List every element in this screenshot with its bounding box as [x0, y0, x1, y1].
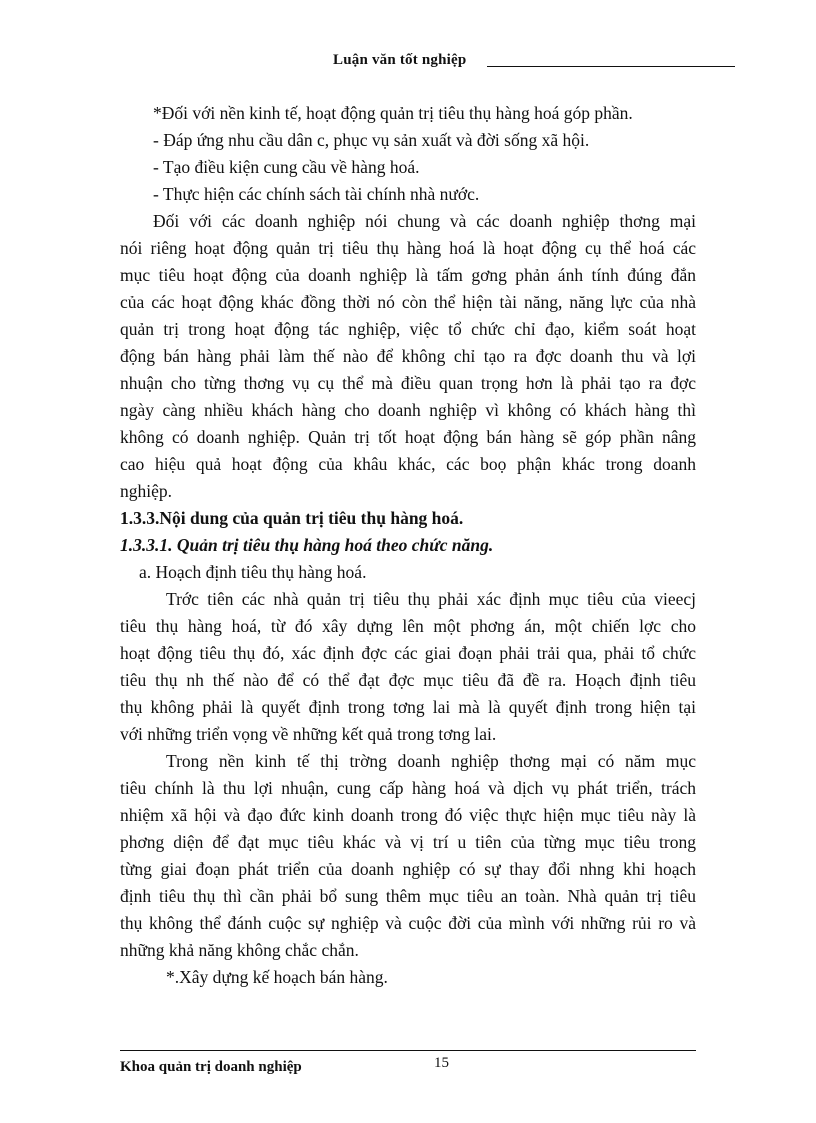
- text-line: Trong nền kinh tế thị trờng doanh nghiệp thơng mại có năm mục: [166, 751, 696, 771]
- header-title: Luận văn tốt nghiệp: [333, 52, 467, 68]
- text-line: tiêu thụ nh thế nào để có thể đạt đợc mục tiêu đã đề ra. Hoạch định tiêu: [120, 670, 696, 690]
- text-line: của các hoạt động khác đồng thời nó còn thể hiện tài năng, năng lực của nhà: [120, 292, 696, 312]
- text-line: - Thực hiện các chính sách tài chính nhà nước.: [153, 184, 480, 204]
- text-line: với những triển vọng về những kết quả trong tơng lai.: [120, 724, 497, 744]
- text-line: tiêu chính là thu lợi nhuận, cung cấp hàng hoá và dịch vụ phát triển, trách: [120, 778, 696, 798]
- text-line: nói riêng hoạt động quản trị tiêu thụ hàng hoá là hoạt động cụ thể hoá các: [120, 238, 696, 258]
- text-line: thụ không thể đánh cuộc sự nghiệp và cuộc đời của mình với những rủi ro và: [120, 913, 696, 933]
- text-line: phơng diện để đạt mục tiêu khác và vị trí u tiên của từng mục tiêu trong: [120, 832, 696, 852]
- text-line: từng giai đoạn phát triển của doanh nghiệp có sự thay đổi nhng khi hoạch: [120, 859, 696, 879]
- text-line: nhuận cho từng thơng vụ cụ thể mà điều quan trọng hơn là phải tạo ra đợc: [120, 373, 696, 393]
- text-line: cao hiệu quả hoạt động của khâu khác, các boọ phận khác trong doanh: [120, 454, 696, 474]
- header-rule: [487, 66, 735, 67]
- text-line: quản trị trong hoạt động tác nghiệp, việc tổ chức chỉ đạo, kiểm soát hoạt: [120, 319, 696, 339]
- text-line: thụ không phải là quyết định trong tơng lai mà là quyết định trong hiện tại: [120, 697, 696, 717]
- text-line: ngày càng nhiều khách hàng cho doanh nghiệp vì không có khách hàng thì: [120, 400, 696, 420]
- text-line: hoạt động tiêu thụ đó, xác định đợc các giai đoạn phải trải qua, phải tổ chức: [120, 643, 696, 663]
- text-line: - Tạo điều kiện cung cầu về hàng hoá.: [153, 157, 420, 177]
- text-line: Đối với các doanh nghiệp nói chung và các doanh nghiệp thơng mại: [153, 211, 696, 231]
- text-line: a. Hoạch định tiêu thụ hàng hoá.: [139, 562, 367, 582]
- text-line: mục tiêu hoạt động của doanh nghiệp là tấm gơng phản ánh tính đúng đắn: [120, 265, 696, 285]
- text-line: tiêu thụ hàng hoá, từ đó xây dựng lên một phơng án, một chiến lợc cho: [120, 616, 696, 636]
- text-line: định tiêu thụ thì cần phải bổ sung thêm mục tiêu an toàn. Nhà quản trị tiêu: [120, 886, 696, 906]
- footer-rule: [120, 1050, 696, 1051]
- text-line: Trớc tiên các nhà quản trị tiêu thụ phải xác định mục tiêu của vieecj: [166, 589, 696, 609]
- text-line: nhiệm xã hội và đạo đức kinh doanh trong đó việc thực hiện mục tiêu này là: [120, 805, 696, 825]
- footer-text: Khoa quản trị doanh nghiệp: [120, 1059, 302, 1075]
- page-number: 15: [434, 1055, 449, 1071]
- section-heading: 1.3.3.Nội dung của quản trị tiêu thụ hàng hoá.: [120, 508, 464, 528]
- text-line: - Đáp ứng nhu cầu dân c, phục vụ sản xuất và đời sống xã hội.: [153, 130, 590, 150]
- text-line: không có doanh nghiệp. Quản trị tốt hoạt động bán hàng sẽ góp phần nâng: [120, 427, 696, 447]
- text-line: *Đối với nền kinh tế, hoạt động quản trị tiêu thụ hàng hoá góp phần.: [153, 103, 633, 123]
- text-line: *.Xây dựng kế hoạch bán hàng.: [166, 967, 388, 987]
- text-line: nghiệp.: [120, 481, 173, 501]
- text-line: những khả năng không chắc chắn.: [120, 940, 359, 960]
- subsection-heading: 1.3.3.1. Quản trị tiêu thụ hàng hoá theo chức năng.: [120, 535, 494, 555]
- text-line: động bán hàng phải làm thế nào để không chỉ tạo ra đợc doanh thu và lợi: [120, 346, 696, 366]
